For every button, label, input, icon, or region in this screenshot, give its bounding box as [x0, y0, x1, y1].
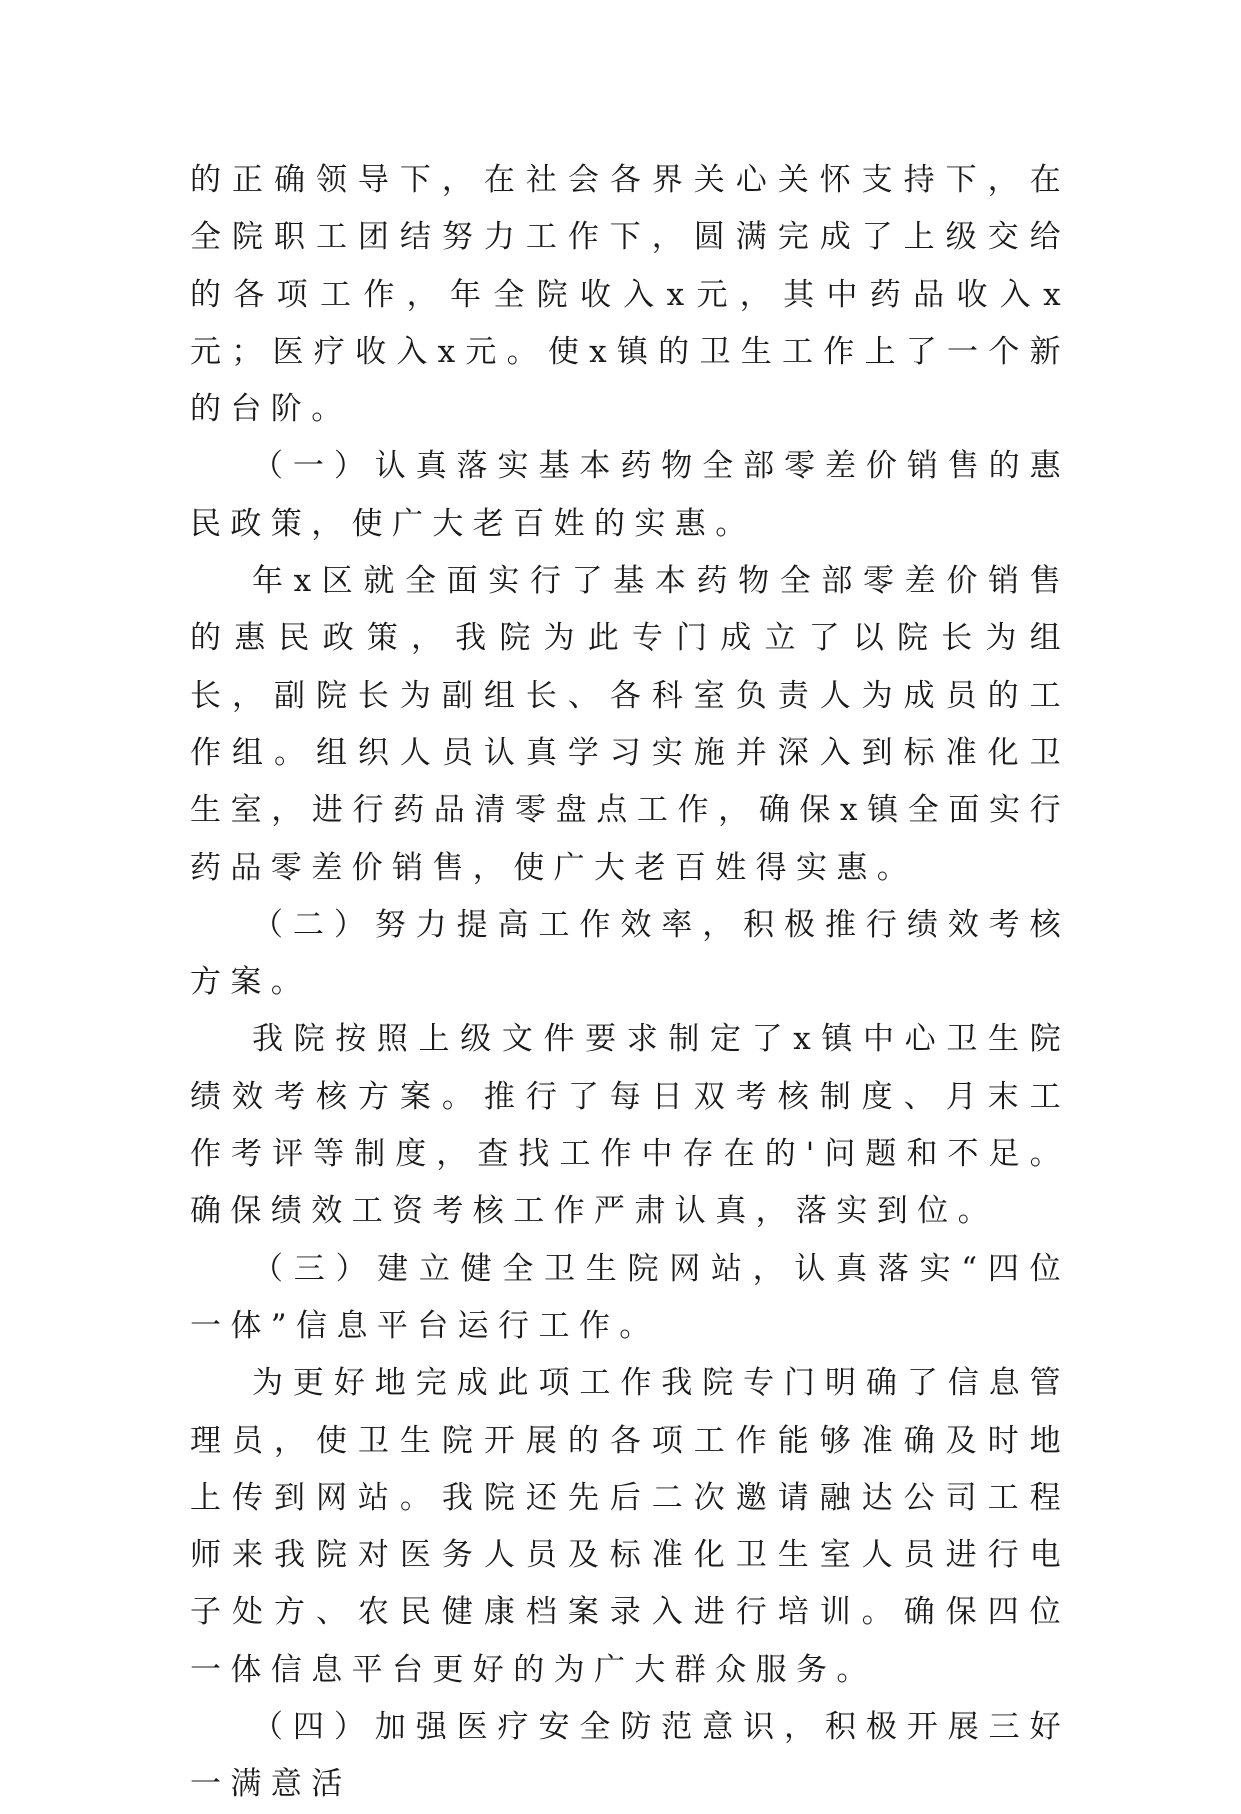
section-heading-two: （二）努力提高工作效率，积极推行绩效考核方案。 — [190, 906, 1070, 1001]
body-paragraph-section-two: 我院按照上级文件要求制定了x镇中心卫生院绩效考核方案。推行了每日双考核制度、月末工作考评等制度，查找工作中存在的'问题和不足。确保绩效工资考核工作严肃认真，落实到位。 — [190, 1021, 1070, 1230]
section-heading-three: （三）建立健全卫生院网站，认真落实“四位一体”信息平台运行工作。 — [190, 1250, 1070, 1344]
section-heading-four: （四）加强医疗安全防范意识，积极开展三好一满意活 — [190, 1709, 1070, 1803]
section-heading-one: （一）认真落实基本药物全部零差价销售的惠民政策，使广大老百姓的实惠。 — [190, 448, 1070, 542]
body-paragraph-section-three: 为更好地完成此项工作我院专门明确了信息管理员，使卫生院开展的各项工作能够准确及时地上传到网站。我院还先后二次邀请融达公司工程师来我院对医务人员及标准化卫生室人员进行电子处方、农民健康档案录入进行培训。确保四位一体信息平台更好的为广大群众服务。 — [190, 1365, 1070, 1688]
body-paragraph-section-one: 年x区就全面实行了基本药物全部零差价销售的惠民政策，我院为此专门成立了以院长为组长，副院长为副组长、各科室负责人为成员的工作组。组织人员认真学习实施并深入到标准化卫生室，进行药品清零盘点工作，确保x镇全面实行药品零差价销售，使广大老百姓得实惠。 — [190, 563, 1070, 886]
document-body — [190, 152, 1070, 1814]
body-paragraph-continuation: 的正确领导下，在社会各界关心关怀支持下，在全院职工团结努力工作下，圆满完成了上级交给的各项工作，年全院收入x元，其中药品收入x元；医疗收入x元。使x镇的卫生工作上了一个新的台阶。 — [190, 162, 1070, 428]
